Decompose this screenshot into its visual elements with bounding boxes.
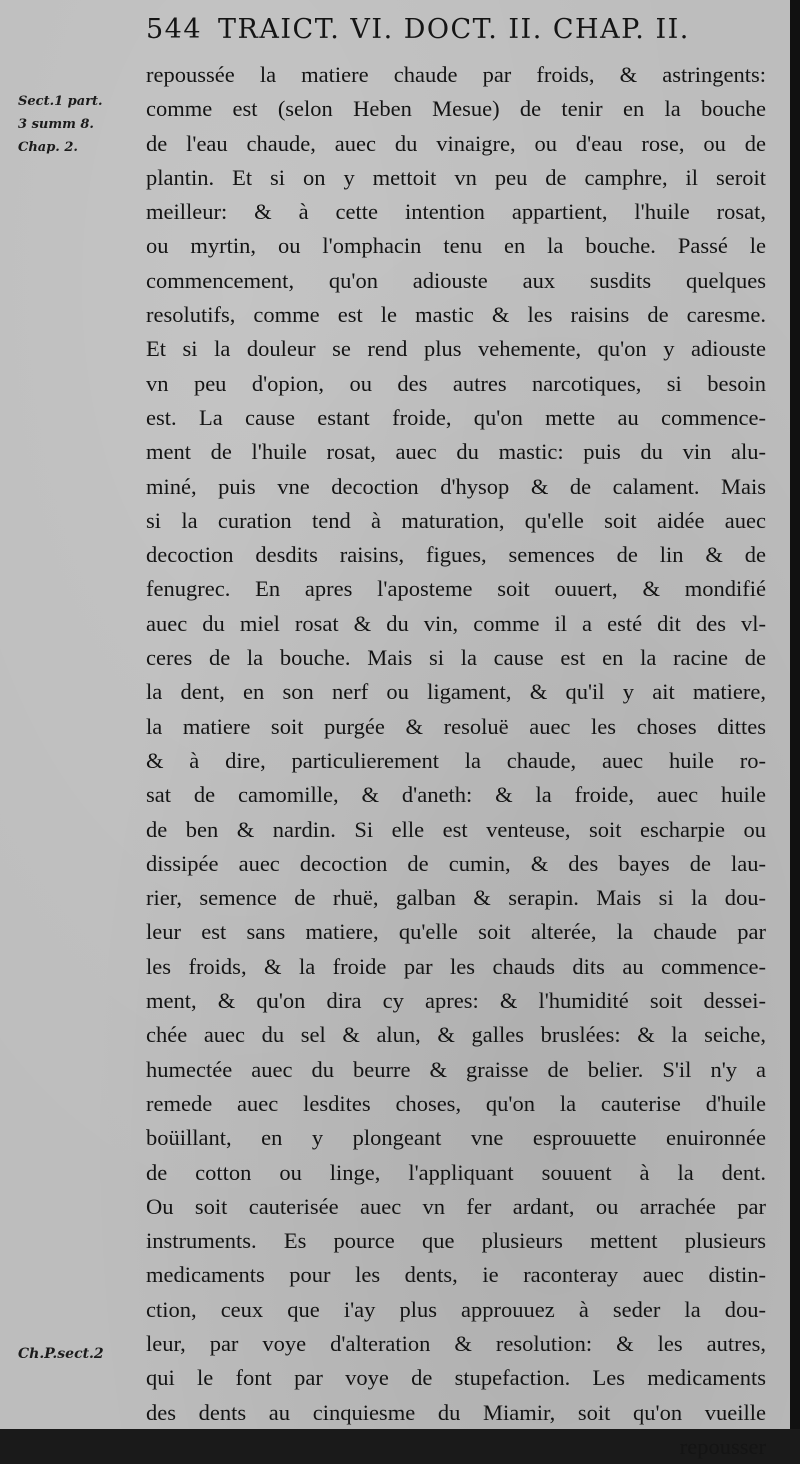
margin-notes <box>18 90 138 159</box>
margin-note: Chap. 2. <box>18 140 78 155</box>
text-line: sat de camomille, & d'aneth: & la froide, auec huile <box>146 782 766 808</box>
text-line: medicaments pour les dents, ie raconteray auec distin- <box>146 1262 766 1288</box>
margin-note: 3 summ 8. <box>18 117 94 132</box>
text-line: plantin. Et si on y mettoit vn peu de camphre, il seroit <box>146 164 766 190</box>
text-line: rier, semence de rhuë, galban & serapin. Mais si la dou- <box>146 885 766 911</box>
text-line: de ben & nardin. Si elle est venteuse, soit escharpie ou <box>146 816 766 842</box>
text-line: si la curation tend à maturation, qu'elle soit aidée auec <box>146 507 766 533</box>
text-line: & à dire, particulierement la chaude, auec huile ro- <box>146 747 766 773</box>
text-line: la dent, en son nerf ou ligament, & qu'il y ait matiere, <box>146 679 766 705</box>
text-line: leur est sans matiere, qu'elle soit alterée, la chaude par <box>146 919 766 945</box>
text-line: commencement, qu'on adiouste aux susdits quelques <box>146 267 766 293</box>
page-edge-shadow <box>790 0 800 1429</box>
text-line: meilleur: & à cette intention appartient, l'huile rosat, <box>146 199 766 225</box>
text-line: ment, & qu'on dira cy apres: & l'humidité soit dessei- <box>146 988 766 1014</box>
text-line: de cotton ou linge, l'appliquant souuent à la dent. <box>146 1159 766 1185</box>
text-line: repoussée la matiere chaude par froids, & astringents: <box>146 62 766 87</box>
text-line: qui le font par voye de stupefaction. Les medicaments <box>146 1365 766 1391</box>
body-text <box>146 58 766 1464</box>
text-line: resolutifs, comme est le mastic & les raisins de caresme. <box>146 302 766 328</box>
margin-note-bottom: Ch.P.sect.2 <box>18 1346 104 1362</box>
text-line: des dents au cinquiesme du Miamir, soit qu'on vueille <box>146 1399 766 1425</box>
text-line: est. La cause estant froide, qu'on mette au commence- <box>146 404 766 430</box>
text-line: Ou soit cauterisée auec vn fer ardant, ou arrachée par <box>146 1193 766 1219</box>
catchword: repousser <box>679 1433 766 1459</box>
text-line: auec du miel rosat & du vin, comme il a esté dit des vl- <box>146 610 766 636</box>
page-number: 544 <box>146 14 203 45</box>
text-line: chée auec du sel & alun, & galles bruslées: & la seiche, <box>146 1022 766 1048</box>
text-line: de l'eau chaude, auec du vinaigre, ou d'eau rose, ou de <box>146 130 766 156</box>
text-line: miné, puis vne decoction d'hysop & de calament. Mais <box>146 473 766 499</box>
text-line: boüillant, en y plongeant vne esprouuette enuironnée <box>146 1125 766 1151</box>
text-line: dissipée auec decoction de cumin, & des bayes de lau- <box>146 850 766 876</box>
text-line: fenugrec. En apres l'aposteme soit ouuert, & mondifié <box>146 576 766 602</box>
text-line: la matiere soit purgée & resoluë auec les choses dittes <box>146 713 766 739</box>
text-line: decoction desdits raisins, figues, semences de lin & de <box>146 542 766 568</box>
text-line: ceres de la bouche. Mais si la cause est en la racine de <box>146 645 766 671</box>
text-line: humectée auec du beurre & graisse de belier. S'il n'y a <box>146 1056 766 1082</box>
text-line: Et si la douleur se rend plus vehemente, qu'on y adiouste <box>146 336 766 362</box>
text-line: ou myrtin, ou l'omphacin tenu en la bouche. Passé le <box>146 233 766 259</box>
text-line: remede auec lesdites choses, qu'on la cauterise d'huile <box>146 1090 766 1116</box>
text-line: ment de l'huile rosat, auec du mastic: puis du vin alu- <box>146 439 766 465</box>
text-line: comme est (selon Heben Mesue) de tenir en la bouche <box>146 96 766 122</box>
text-line: les froids, & la froide par les chauds dits au commence- <box>146 953 766 979</box>
text-line: vn peu d'opion, ou des autres narcotiques, si besoin <box>146 370 766 396</box>
text-line: leur, par voye d'alteration & resolution: & les autres, <box>146 1330 766 1356</box>
text-line: instruments. Es pource que plusieurs mettent plusieurs <box>146 1228 766 1254</box>
text-line: ction, ceux que i'ay plus approuuez à seder la dou- <box>146 1296 766 1322</box>
running-title: TRAICT. VI. DOCT. II. CHAP. II. <box>218 14 690 45</box>
margin-note: Sect.1 part. <box>18 94 103 109</box>
running-header <box>146 6 776 54</box>
